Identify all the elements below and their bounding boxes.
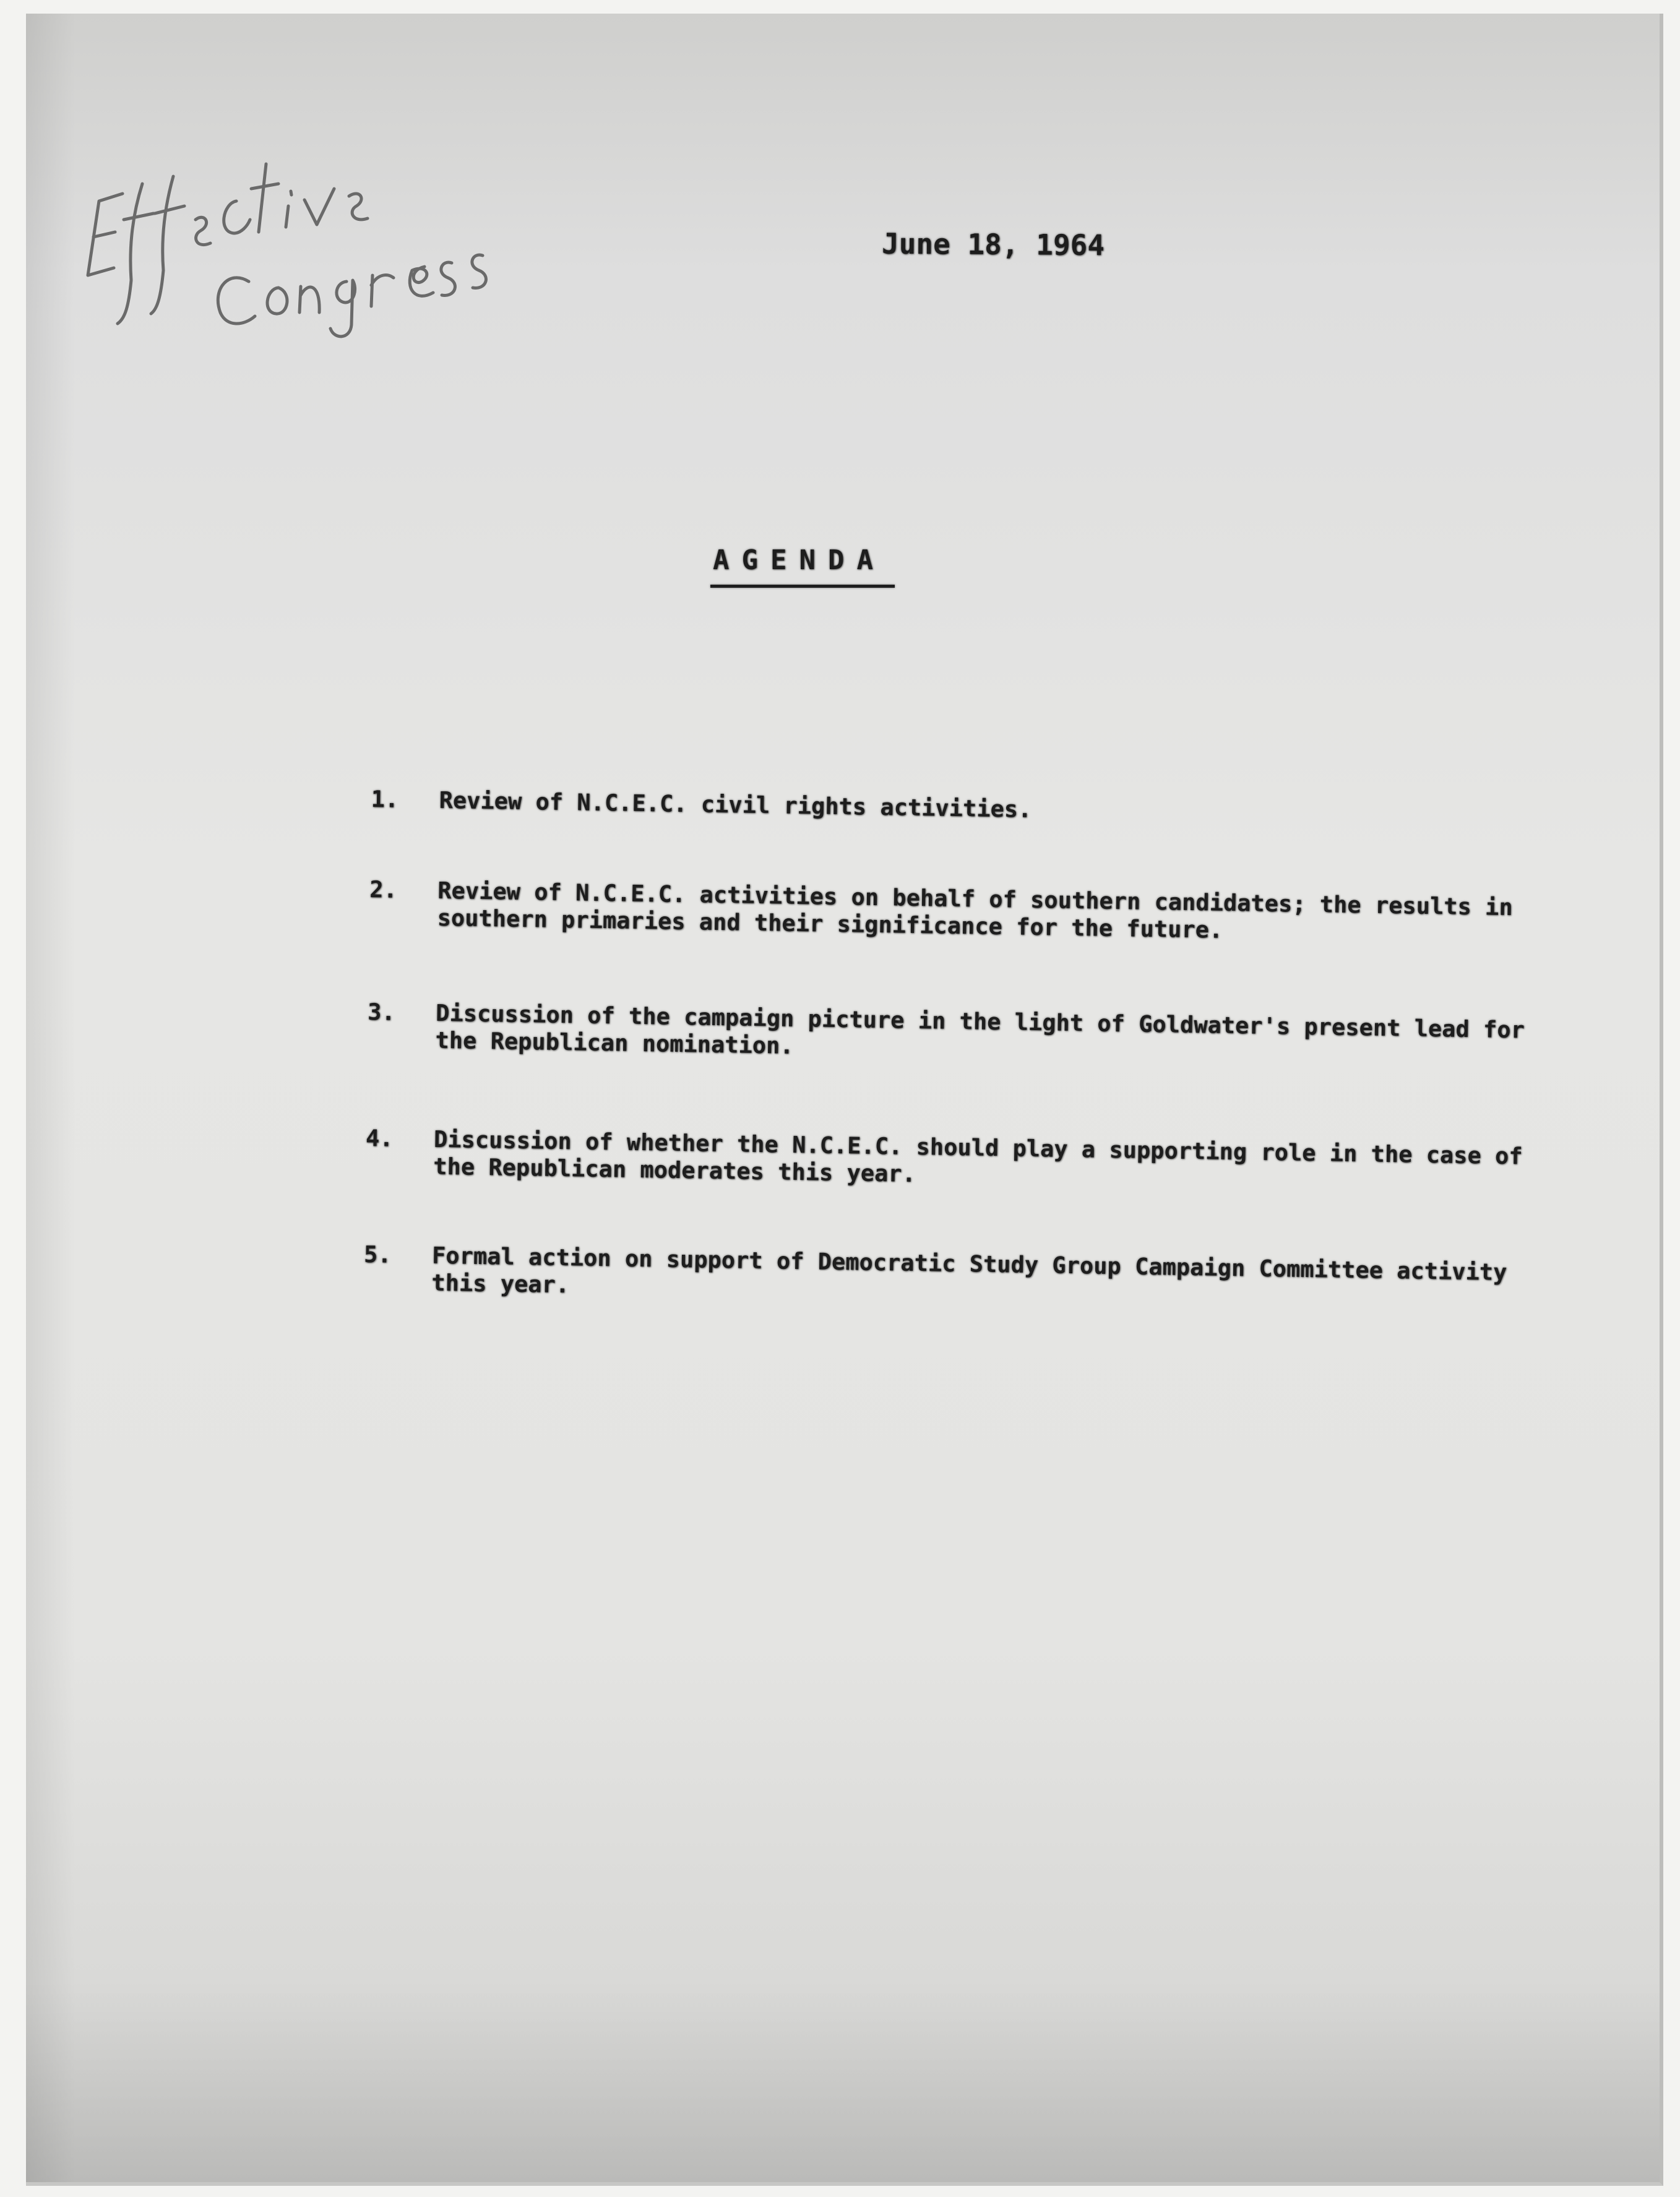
heading-underline [710,585,895,588]
agenda-item-number: 5. [363,1241,392,1268]
agenda-item-number: 3. [367,999,396,1026]
agenda-item-text: Discussion of whether the N.C.E.C. should play a supporting role in the case of the Republican moderates this year. [433,1125,1523,1188]
agenda-item-text: Review of N.C.E.C. activities on behalf of southern candidates; the results in southern primaries and their significance for the future. [437,877,1514,944]
agenda-item-number: 2. [369,876,398,903]
paper-edge-shadow [26,14,75,2182]
agenda-item-number: 4. [365,1125,394,1152]
agenda-item [361,999,1537,1072]
agenda-item-text: Formal action on support of Democratic Study Group Campaign Committee activity this year. [431,1242,1507,1299]
agenda-list [356,786,1540,1377]
agenda-item [357,1241,1533,1314]
paper-bottom-shadow [26,1980,1660,2182]
handwritten-annotation [74,127,507,350]
agenda-item [363,876,1539,949]
agenda-item-text: Discussion of the campaign picture in the light of Goldwater's present lead for the Republican nomination. [435,999,1525,1059]
document-heading: AGENDA [713,544,885,576]
agenda-item-number: 1. [371,786,399,813]
agenda-item [359,1125,1535,1198]
agenda-item-text: Review of N.C.E.C. civil rights activities. [439,786,1032,823]
document-date: June 18, 1964 [881,226,1105,262]
